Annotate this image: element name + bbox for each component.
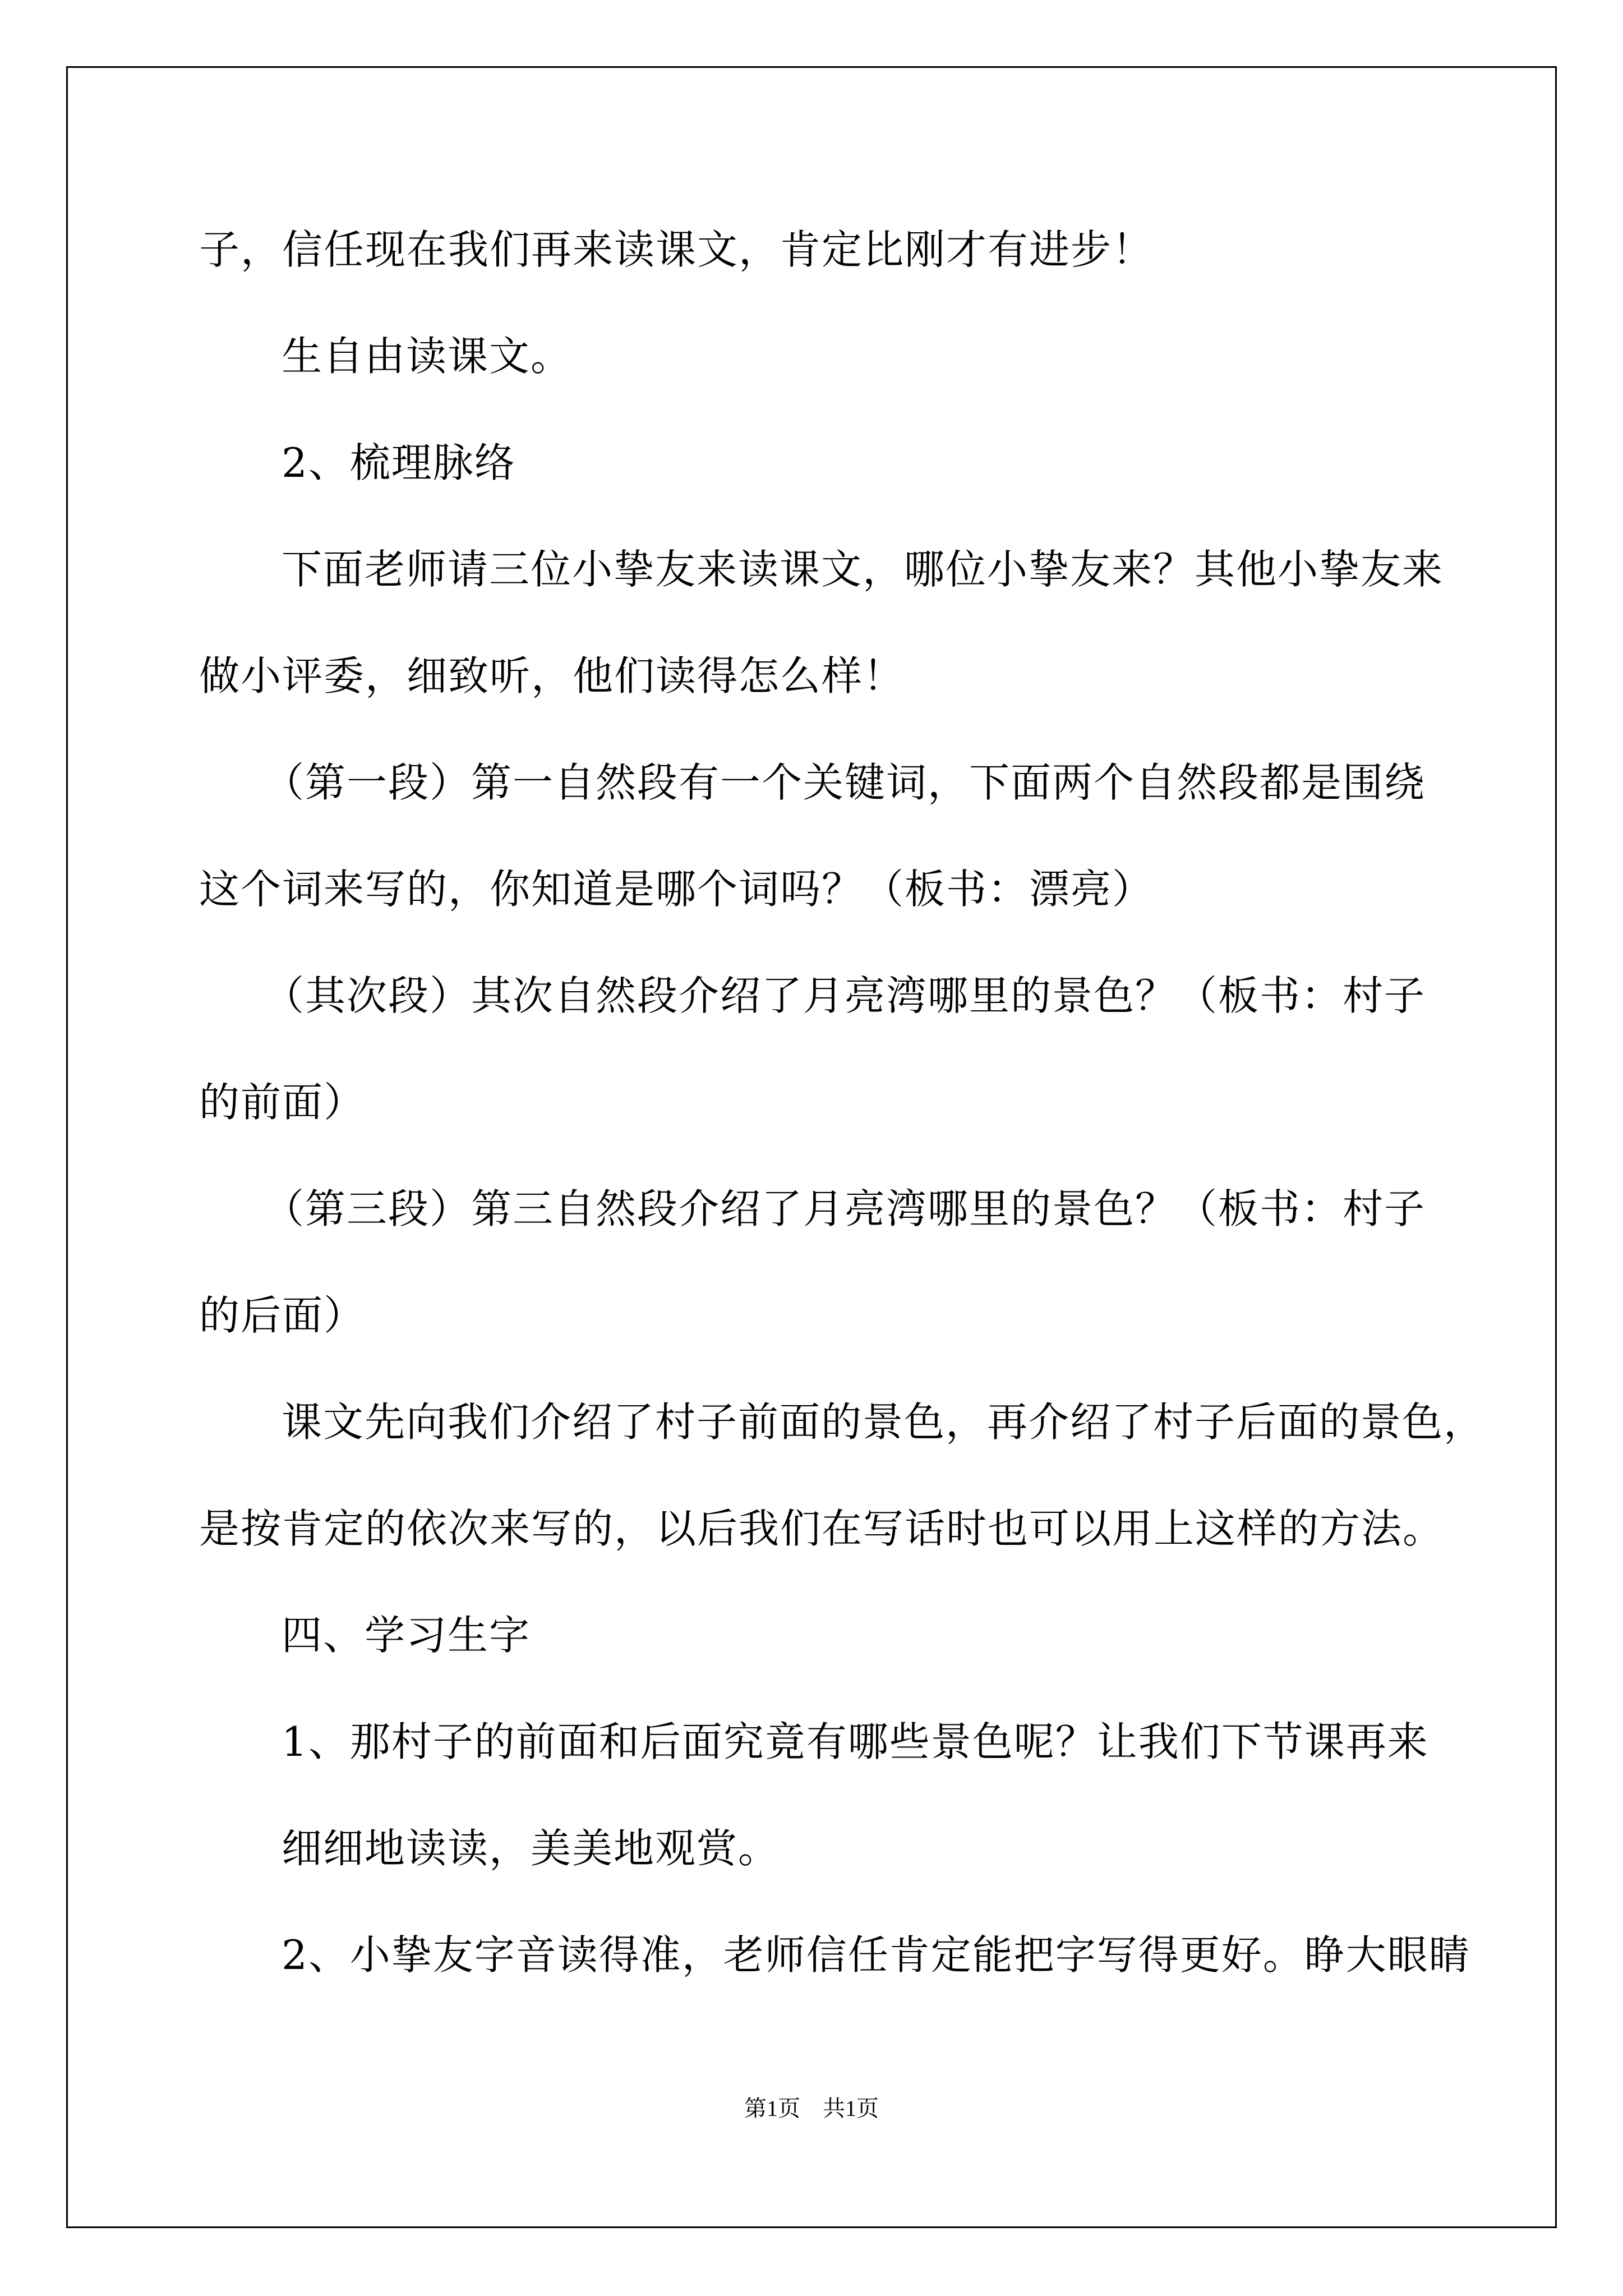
page-border xyxy=(66,66,1557,2228)
text-line: 的后面） xyxy=(199,1292,366,1339)
text-line: （第一段）第一自然段有一个关键词，下面两个自然段都是围绕 xyxy=(264,759,1426,806)
text-line: 做小评委，细致听，他们读得怎么样！ xyxy=(199,652,905,700)
text-line: 四、学习生字 xyxy=(282,1612,531,1659)
text-line: 子，信任现在我们再来读课文，肯定比刚才有进步！ xyxy=(199,226,1154,273)
text-line: 1、那村子的前面和后面究竟有哪些景色呢？让我们下节课再来 xyxy=(282,1718,1429,1765)
text-line: 2、梳理脉络 xyxy=(282,439,516,486)
text-line: 细细地读读，美美地观赏。 xyxy=(282,1825,780,1872)
text-line: 下面老师请三位小挚友来读课文，哪位小挚友来？其他小挚友来 xyxy=(282,546,1444,593)
text-line: 的前面） xyxy=(199,1079,366,1126)
text-line: 这个词来写的，你知道是哪个词吗？（板书：漂亮） xyxy=(199,866,1154,913)
page-footer: 第1页 共1页 xyxy=(744,2096,879,2121)
text-line: 2、小挚友字音读得准，老师信任肯定能把字写得更好。睁大眼睛 xyxy=(282,1931,1470,1978)
text-line: 课文先向我们介绍了村子前面的景色，再介绍了村子后面的景色， xyxy=(282,1398,1486,1446)
text-line: （其次段）其次自然段介绍了月亮湾哪里的景色？（板书：村子 xyxy=(264,972,1426,1019)
text-line: （第三段）第三自然段介绍了月亮湾哪里的景色？（板书：村子 xyxy=(264,1185,1426,1232)
text-line: 生自由读课文。 xyxy=(282,333,573,380)
text-line: 是按肯定的依次来写的，以后我们在写话时也可以用上这样的方法。 xyxy=(199,1505,1445,1552)
